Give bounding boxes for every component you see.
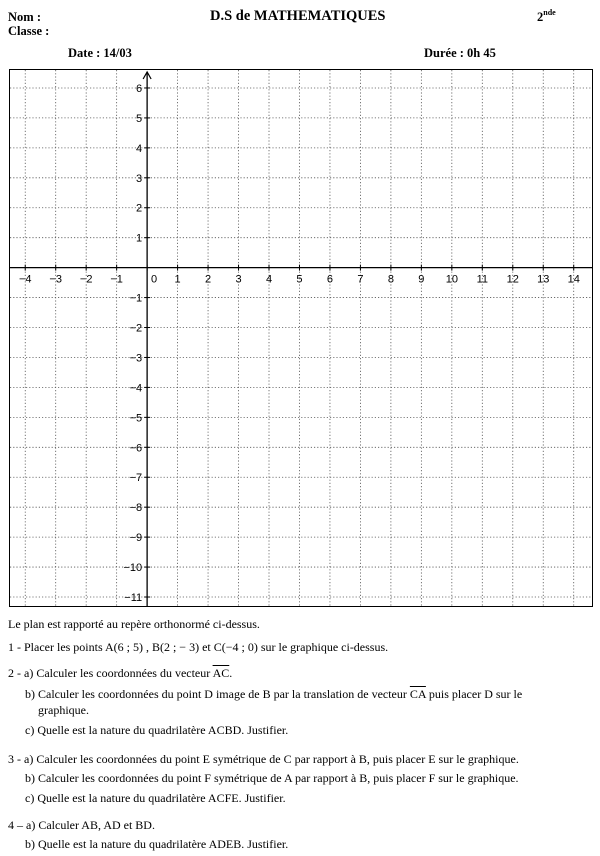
class-level-suffix: nde bbox=[543, 8, 556, 17]
question-3c: c) Quelle est la nature du quadrilatère ACFE. Justifier. bbox=[25, 791, 286, 805]
x-tick-label: 13 bbox=[537, 273, 550, 286]
class-level bbox=[537, 8, 556, 25]
y-tick-label: 1 bbox=[135, 232, 143, 245]
y-tick-label: 3 bbox=[135, 172, 143, 185]
x-tick-label: 8 bbox=[387, 273, 394, 286]
x-tick-label: 11 bbox=[476, 273, 489, 286]
x-tick-label: 1 bbox=[174, 273, 181, 286]
y-tick-label: −9 bbox=[129, 532, 143, 545]
y-tick-label: −8 bbox=[129, 502, 143, 515]
question-4a: 4 – a) Calculer AB, AD et BD. bbox=[8, 818, 155, 832]
question-2b-text: b) Calculer les coordonnées du point D image de B par la translation de vecteur bbox=[25, 687, 410, 701]
x-tick-label: −4 bbox=[18, 273, 32, 286]
y-tick-label: −10 bbox=[123, 562, 143, 575]
exam-duration: Durée : 0h 45 bbox=[424, 46, 496, 60]
y-tick-label: −3 bbox=[129, 352, 143, 365]
x-tick-label: −1 bbox=[110, 273, 123, 286]
coordinate-grid-svg[interactable] bbox=[10, 70, 592, 606]
vector-ac: $\overline{AC}$ bbox=[212, 666, 230, 680]
y-tick-label: −5 bbox=[129, 412, 143, 425]
name-label: Nom : bbox=[8, 10, 41, 24]
x-tick-label: 6 bbox=[326, 273, 334, 286]
exam-date: Date : 14/03 bbox=[68, 46, 132, 60]
question-1-points: A(6 ; 5) , B(2 ; − 3) et C(−4 ; 0) bbox=[104, 640, 258, 654]
y-tick-label: −4 bbox=[129, 382, 143, 395]
question-2b bbox=[25, 687, 522, 701]
x-tick-label: 2 bbox=[205, 273, 212, 286]
y-tick-label: −11 bbox=[124, 592, 143, 605]
question-1-end: sur le graphique ci-dessus. bbox=[257, 640, 389, 654]
question-2b-continued: graphique. bbox=[38, 703, 89, 717]
y-tick-label: −2 bbox=[129, 322, 143, 335]
class-level-number: 2 bbox=[537, 10, 544, 24]
y-tick-label: 2 bbox=[135, 202, 143, 215]
x-tick-label: 9 bbox=[418, 273, 425, 286]
question-2a-end: . bbox=[229, 666, 233, 680]
coordinate-grid[interactable] bbox=[9, 69, 593, 607]
y-tick-label: 4 bbox=[135, 142, 143, 155]
x-tick-label: 5 bbox=[296, 273, 303, 286]
intro-text: Le plan est rapporté au repère orthonormé ci-dessus. bbox=[8, 617, 260, 631]
x-tick-label: 4 bbox=[265, 273, 273, 286]
question-2a bbox=[8, 666, 232, 680]
x-tick-label: 10 bbox=[445, 273, 458, 286]
x-tick-label: 14 bbox=[567, 273, 580, 286]
x-tick-label: −2 bbox=[79, 273, 93, 286]
vector-ca: $\overline{CA}$ bbox=[409, 687, 426, 701]
y-tick-label: 5 bbox=[135, 112, 143, 125]
question-4b: b) Quelle est la nature du quadrilatère ADEB. Justifier. bbox=[25, 837, 289, 851]
question-1 bbox=[8, 640, 388, 654]
y-tick-label: −1 bbox=[129, 292, 143, 305]
y-tick-label: 6 bbox=[135, 82, 143, 95]
question-2a-text: 2 - a) Calculer les coordonnées du vecteur bbox=[8, 666, 213, 680]
x-tick-label: 12 bbox=[506, 273, 519, 286]
question-2b-end: puis placer D sur le bbox=[425, 687, 523, 701]
page-title: D.S de MATHEMATIQUES bbox=[210, 8, 386, 24]
class-label: Classe : bbox=[8, 24, 50, 38]
x-tick-label: 3 bbox=[235, 273, 242, 286]
question-3a: 3 - a) Calculer les coordonnées du point E symétrique de C par rapport à B, puis placer E sur le graphique. bbox=[8, 752, 519, 766]
question-2c: c) Quelle est la nature du quadrilatère ACBD. Justifier. bbox=[25, 723, 289, 737]
x-tick-label: −3 bbox=[49, 273, 62, 286]
question-1-text: 1 - Placer les points bbox=[8, 640, 105, 654]
x-tick-label: 0 bbox=[151, 273, 158, 286]
x-tick-label: 7 bbox=[357, 273, 364, 286]
y-tick-label: −7 bbox=[129, 472, 143, 485]
y-tick-label: −6 bbox=[129, 442, 143, 455]
question-3b: b) Calculer les coordonnées du point F symétrique de A par rapport à B, puis placer F sur le graphique. bbox=[25, 771, 519, 785]
